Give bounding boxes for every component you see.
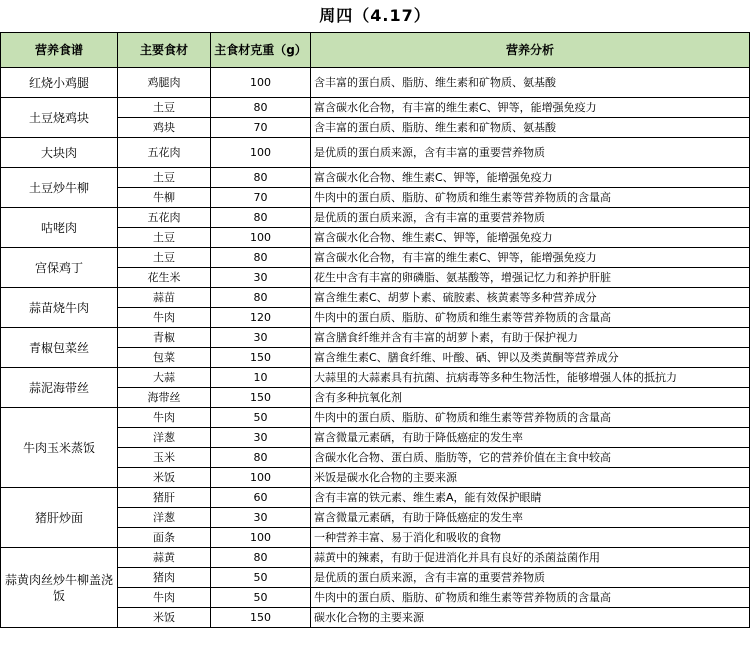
table-body bbox=[1, 68, 750, 628]
ingredient-cell: 玉米 bbox=[118, 448, 211, 468]
nutrition-cell: 是优质的蛋白质来源，含有丰富的重要营养物质 bbox=[311, 138, 750, 168]
nutrition-table bbox=[0, 32, 750, 628]
weight-cell: 70 bbox=[211, 118, 311, 138]
table-row bbox=[1, 288, 750, 308]
ingredient-cell: 面条 bbox=[118, 528, 211, 548]
nutrition-cell: 是优质的蛋白质来源，含有丰富的重要营养物质 bbox=[311, 208, 750, 228]
dish-name-cell: 牛肉玉米蒸饭 bbox=[1, 408, 118, 488]
ingredient-cell: 海带丝 bbox=[118, 388, 211, 408]
weight-cell: 70 bbox=[211, 188, 311, 208]
nutrition-cell: 富含碳水化合物、维生素C、钾等，能增强免疫力 bbox=[311, 228, 750, 248]
nutrition-cell: 米饭是碳水化合物的主要来源 bbox=[311, 468, 750, 488]
table-row bbox=[1, 208, 750, 228]
weight-cell: 60 bbox=[211, 488, 311, 508]
ingredient-cell: 五花肉 bbox=[118, 208, 211, 228]
weight-cell: 10 bbox=[211, 368, 311, 388]
table-row bbox=[1, 248, 750, 268]
ingredient-cell: 土豆 bbox=[118, 228, 211, 248]
weight-cell: 80 bbox=[211, 548, 311, 568]
nutrition-cell: 是优质的蛋白质来源，含有丰富的重要营养物质 bbox=[311, 568, 750, 588]
ingredient-cell: 洋葱 bbox=[118, 428, 211, 448]
dish-name-cell: 猪肝炒面 bbox=[1, 488, 118, 548]
nutrition-cell: 富含碳水化合物，有丰富的维生素C、钾等，能增强免疫力 bbox=[311, 248, 750, 268]
ingredient-cell: 牛肉 bbox=[118, 308, 211, 328]
weight-cell: 100 bbox=[211, 468, 311, 488]
nutrition-cell: 富含微量元素硒，有助于降低癌症的发生率 bbox=[311, 508, 750, 528]
table-row bbox=[1, 548, 750, 568]
nutrition-cell: 富含碳水化合物，有丰富的维生素C、钾等，能增强免疫力 bbox=[311, 98, 750, 118]
nutrition-cell: 大蒜里的大蒜素具有抗菌、抗病毒等多种生物活性，能够增强人体的抵抗力 bbox=[311, 368, 750, 388]
weight-cell: 80 bbox=[211, 168, 311, 188]
dish-name-cell: 红烧小鸡腿 bbox=[1, 68, 118, 98]
weight-cell: 80 bbox=[211, 248, 311, 268]
dish-name-cell: 蒜苗烧牛肉 bbox=[1, 288, 118, 328]
dish-name-cell: 大块肉 bbox=[1, 138, 118, 168]
ingredient-cell: 大蒜 bbox=[118, 368, 211, 388]
table-row bbox=[1, 408, 750, 428]
ingredient-cell: 牛肉 bbox=[118, 408, 211, 428]
ingredient-cell: 米饭 bbox=[118, 608, 211, 628]
nutrition-cell: 含有多种抗氧化剂 bbox=[311, 388, 750, 408]
weight-cell: 30 bbox=[211, 428, 311, 448]
ingredient-cell: 花生米 bbox=[118, 268, 211, 288]
weight-cell: 120 bbox=[211, 308, 311, 328]
nutrition-cell: 富含膳食纤维并含有丰富的胡萝卜素，有助于保护视力 bbox=[311, 328, 750, 348]
dish-name-cell: 蒜黄肉丝炒牛柳盖浇饭 bbox=[1, 548, 118, 628]
dish-name-cell: 宫保鸡丁 bbox=[1, 248, 118, 288]
weight-cell: 30 bbox=[211, 268, 311, 288]
header-dish: 营养食谱 bbox=[1, 33, 118, 68]
weight-cell: 150 bbox=[211, 608, 311, 628]
table-row bbox=[1, 488, 750, 508]
table-row bbox=[1, 328, 750, 348]
ingredient-cell: 猪肝 bbox=[118, 488, 211, 508]
header-nutrition: 营养分析 bbox=[311, 33, 750, 68]
ingredient-cell: 蒜苗 bbox=[118, 288, 211, 308]
nutrition-cell: 富含碳水化合物、维生素C、钾等，能增强免疫力 bbox=[311, 168, 750, 188]
table-row bbox=[1, 138, 750, 168]
ingredient-cell: 米饭 bbox=[118, 468, 211, 488]
ingredient-cell: 土豆 bbox=[118, 248, 211, 268]
ingredient-cell: 鸡块 bbox=[118, 118, 211, 138]
weight-cell: 50 bbox=[211, 408, 311, 428]
weight-cell: 100 bbox=[211, 228, 311, 248]
dish-name-cell: 土豆烧鸡块 bbox=[1, 98, 118, 138]
ingredient-cell: 包菜 bbox=[118, 348, 211, 368]
ingredient-cell: 土豆 bbox=[118, 168, 211, 188]
weight-cell: 100 bbox=[211, 68, 311, 98]
dish-name-cell: 咕咾肉 bbox=[1, 208, 118, 248]
ingredient-cell: 牛肉 bbox=[118, 588, 211, 608]
weight-cell: 30 bbox=[211, 328, 311, 348]
ingredient-cell: 鸡腿肉 bbox=[118, 68, 211, 98]
ingredient-cell: 五花肉 bbox=[118, 138, 211, 168]
table-row bbox=[1, 168, 750, 188]
ingredient-cell: 土豆 bbox=[118, 98, 211, 118]
weight-cell: 50 bbox=[211, 588, 311, 608]
nutrition-cell: 富含维生素C、胡萝卜素、硫胺素、核黄素等多种营养成分 bbox=[311, 288, 750, 308]
nutrition-cell: 含有丰富的铁元素、维生素A，能有效保护眼睛 bbox=[311, 488, 750, 508]
table-row bbox=[1, 98, 750, 118]
nutrition-cell: 蒜黄中的辣素，有助于促进消化并具有良好的杀菌益菌作用 bbox=[311, 548, 750, 568]
header-ingredient: 主要食材 bbox=[118, 33, 211, 68]
header-weight: 主食材克重（g） bbox=[211, 33, 311, 68]
weight-cell: 150 bbox=[211, 348, 311, 368]
table-row bbox=[1, 68, 750, 98]
weight-cell: 100 bbox=[211, 138, 311, 168]
weight-cell: 30 bbox=[211, 508, 311, 528]
nutrition-cell: 花生中含有丰富的卵磷脂、氨基酸等，增强记忆力和养护肝脏 bbox=[311, 268, 750, 288]
ingredient-cell: 蒜黄 bbox=[118, 548, 211, 568]
nutrition-cell: 富含维生素C、膳食纤维、叶酸、硒、钾以及类黄酮等营养成分 bbox=[311, 348, 750, 368]
dish-name-cell: 蒜泥海带丝 bbox=[1, 368, 118, 408]
nutrition-cell: 牛肉中的蛋白质、脂肪、矿物质和维生素等营养物质的含量高 bbox=[311, 188, 750, 208]
ingredient-cell: 洋葱 bbox=[118, 508, 211, 528]
ingredient-cell: 牛柳 bbox=[118, 188, 211, 208]
page-title: 周四（4.17） bbox=[319, 6, 431, 25]
nutrition-cell: 牛肉中的蛋白质、脂肪、矿物质和维生素等营养物质的含量高 bbox=[311, 588, 750, 608]
nutrition-cell: 含碳水化合物、蛋白质、脂肪等，它的营养价值在主食中较高 bbox=[311, 448, 750, 468]
table-row bbox=[1, 368, 750, 388]
weight-cell: 80 bbox=[211, 288, 311, 308]
weight-cell: 50 bbox=[211, 568, 311, 588]
nutrition-cell: 牛肉中的蛋白质、脂肪、矿物质和维生素等营养物质的含量高 bbox=[311, 408, 750, 428]
ingredient-cell: 猪肉 bbox=[118, 568, 211, 588]
weight-cell: 80 bbox=[211, 208, 311, 228]
nutrition-cell: 牛肉中的蛋白质、脂肪、矿物质和维生素等营养物质的含量高 bbox=[311, 308, 750, 328]
nutrition-cell: 含丰富的蛋白质、脂肪、维生素和矿物质、氨基酸 bbox=[311, 118, 750, 138]
dish-name-cell: 土豆炒牛柳 bbox=[1, 168, 118, 208]
weight-cell: 80 bbox=[211, 98, 311, 118]
nutrition-cell: 一种营养丰富、易于消化和吸收的食物 bbox=[311, 528, 750, 548]
dish-name-cell: 青椒包菜丝 bbox=[1, 328, 118, 368]
ingredient-cell: 青椒 bbox=[118, 328, 211, 348]
table-header-row bbox=[1, 33, 750, 68]
nutrition-cell: 碳水化合物的主要来源 bbox=[311, 608, 750, 628]
nutrition-cell: 富含微量元素硒，有助于降低癌症的发生率 bbox=[311, 428, 750, 448]
nutrition-cell: 含丰富的蛋白质、脂肪、维生素和矿物质、氨基酸 bbox=[311, 68, 750, 98]
weight-cell: 150 bbox=[211, 388, 311, 408]
weight-cell: 80 bbox=[211, 448, 311, 468]
weight-cell: 100 bbox=[211, 528, 311, 548]
